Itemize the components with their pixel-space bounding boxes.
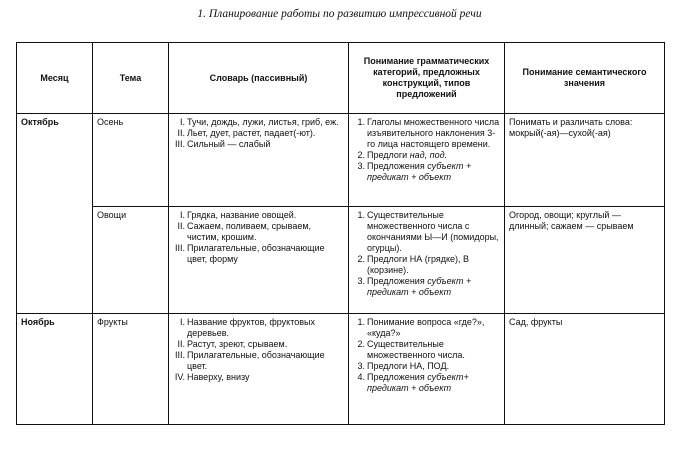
list-item: III. Прилагательные, обозначающие цвет, форму [174, 243, 325, 264]
planning-table [16, 42, 665, 425]
semantic-cell: Огород, овощи; круглый — длинный; сажаем — срываем [505, 207, 665, 314]
header-month: Месяц [17, 43, 93, 114]
list-item: 4. Предложения субъект+ предикат + объект [357, 372, 469, 393]
topic-cell: Фрукты [93, 314, 169, 425]
semantic-cell: Сад, фрукты [505, 314, 665, 425]
vocab-cell [169, 314, 349, 425]
list-item: III. Прилагательные, обозначающие цвет. [174, 350, 325, 371]
topic-cell: Овощи [93, 207, 169, 314]
list-item: I. Название фруктов, фруктовых деревьев. [179, 317, 315, 338]
list-item: 3. Предложения субъект + предикат + объект [357, 276, 472, 297]
semantic-cell: Понимать и различать слова: мокрый(-ая)—сухой(-ая) [505, 114, 665, 207]
vocab-cell [169, 114, 349, 207]
vocab-cell [169, 207, 349, 314]
header-semantic: Понимание семантического значения [505, 43, 665, 114]
table-row [17, 207, 665, 314]
grammar-cell [349, 114, 505, 207]
table-row [17, 114, 665, 207]
month-cell: Октябрь [17, 114, 93, 207]
grammar-cell [349, 207, 505, 314]
topic-cell: Осень [93, 114, 169, 207]
list-item: 3. Предлоги НА, ПОД. [357, 361, 450, 371]
header-topic: Тема [93, 43, 169, 114]
page-title: 1. Планирование работы по развитию импрессивной речи [197, 8, 482, 20]
list-item: 1. Глаголы множественного числа изъявительного наклонения 3-го лица настоящего времени. [357, 117, 500, 149]
table-row [17, 314, 665, 425]
list-item: 1. Понимание вопроса «где?», «куда?» [357, 317, 485, 338]
month-cell: Ноябрь [17, 314, 93, 425]
list-item: II. Сажаем, поливаем, срываем, чистим, крошим. [177, 221, 312, 242]
list-item: II. Растут, зреют, срываем. [177, 339, 288, 349]
header-grammar: Понимание грамматических категорий, предложных конструкций, типов предложений [349, 43, 505, 114]
list-item: 1. Существительные множественного числа с окончаниями Ы—И (помидоры, огурцы). [357, 210, 499, 253]
list-item: I. Грядка, название овощей. [179, 210, 297, 220]
list-item: IV. Наверху, внизу [174, 372, 250, 382]
list-item: I. Тучи, дождь, лужи, листья, гриб, еж. [179, 117, 339, 127]
list-item: 2. Предлоги НА (грядке), В (корзине). [357, 254, 470, 275]
header-vocab: Словарь (пассивный) [169, 43, 349, 114]
list-item: II. Льет, дует, растет, падает(-ют). [177, 128, 316, 138]
list-item: 2. Предлоги над, под. [357, 150, 448, 160]
list-item: III. Сильный — слабый [174, 139, 271, 149]
list-item: 2. Существительные множественного числа. [357, 339, 465, 360]
header-row [17, 43, 665, 114]
grammar-cell [349, 314, 505, 425]
month-cell [17, 207, 93, 314]
list-item: 3. Предложения субъект + предикат + объект [357, 161, 472, 182]
